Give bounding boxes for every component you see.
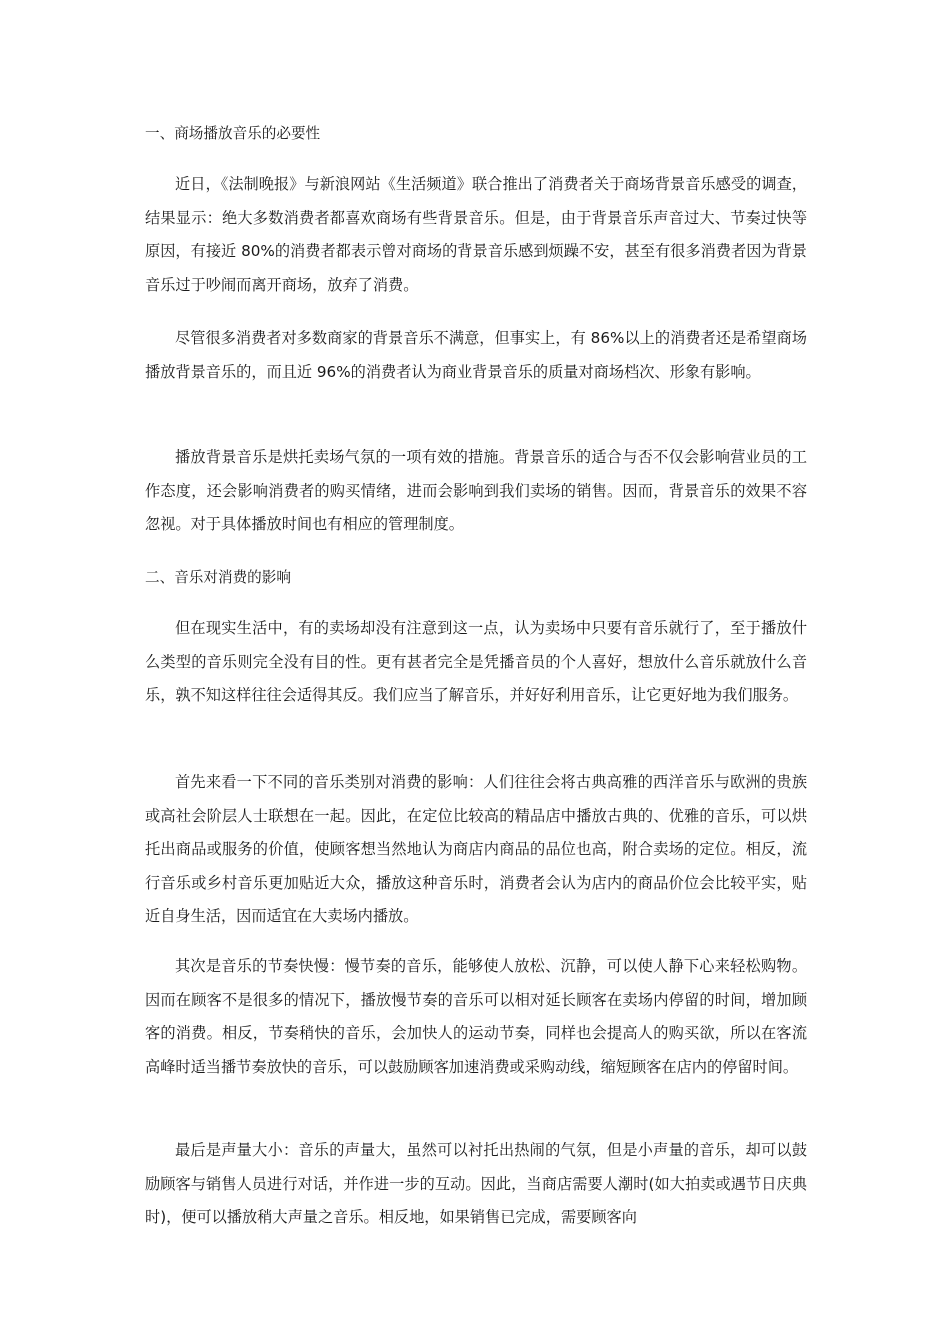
section-heading-necessity: 一、商场播放音乐的必要性: [145, 125, 321, 142]
section-heading-influence: 二、音乐对消费的影响: [145, 569, 291, 586]
paragraph-reality: 但在现实生活中，有的卖场却没有注意到这一点，认为卖场中只要有音乐就行了，至于播放什么类型的音乐则完全没有目的性。更有甚者完全是凭播音员的个人喜好，想放什么音乐就放什么音乐，孰不知这样往往会适得其反。我们应当了解音乐，并好好利用音乐，让它更好地为我们服务。: [145, 619, 807, 704]
paragraph-volume: 最后是声量大小：音乐的声量大，虽然可以衬托出热闹的气氛，但是小声量的音乐，却可以鼓励顾客与销售人员进行对话，并作进一步的互动。因此，当商店需要人潮时(如大拍卖或遇节日庆典时)，便可以播放稍大声量之音乐。相反地，如果销售已完成，需要顾客向: [145, 1141, 807, 1226]
paragraph-survey: 近日，《法制晚报》与新浪网站《生活频道》联合推出了消费者关于商场背景音乐感受的调查，结果显示：绝大多数消费者都喜欢商场有些背景音乐。但是，由于背景音乐声音过大、节奏过快等原因，有接近 80%的消费者都表示曾对商场的背景音乐感到烦躁不安，甚至有很多消费者因为背景音乐过于吵闹而离开商场，放弃了消费。: [145, 175, 807, 294]
paragraph-consumer-preference: 尽管很多消费者对多数商家的背景音乐不满意，但事实上，有 86%以上的消费者还是希望商场播放背景音乐的，而且近 96%的消费者认为商业背景音乐的质量对商场档次、形象有影响。: [145, 329, 807, 381]
paragraph-atmosphere: 播放背景音乐是烘托卖场气氛的一项有效的措施。背景音乐的适合与否不仅会影响营业员的工作态度，还会影响消费者的购买情绪，进而会影响到我们卖场的销售。因而，背景音乐的效果不容忽视。对于具体播放时间也有相应的管理制度。: [145, 448, 807, 533]
paragraph-tempo: 其次是音乐的节奏快慢：慢节奏的音乐，能够使人放松、沉静，可以使人静下心来轻松购物。因而在顾客不是很多的情况下，播放慢节奏的音乐可以相对延长顾客在卖场内停留的时间，增加顾客的消费。相反，节奏稍快的音乐，会加快人的运动节奏，同样也会提高人的购买欲，所以在客流高峰时适当播节奏放快的音乐，可以鼓励顾客加速消费或采购动线，缩短顾客在店内的停留时间。: [145, 957, 807, 1076]
paragraph-music-type: 首先来看一下不同的音乐类别对消费的影响：人们往往会将古典高雅的西洋音乐与欧洲的贵族或高社会阶层人士联想在一起。因此，在定位比较高的精品店中播放古典的、优雅的音乐，可以烘托出商品或服务的价值，使顾客想当然地认为商店内商品的品位也高，附合卖场的定位。相反，流行音乐或乡村音乐更加贴近大众，播放这种音乐时，消费者会认为店内的商品价位会比较平实，贴近自身生活，因而适宜在大卖场内播放。: [145, 773, 807, 925]
